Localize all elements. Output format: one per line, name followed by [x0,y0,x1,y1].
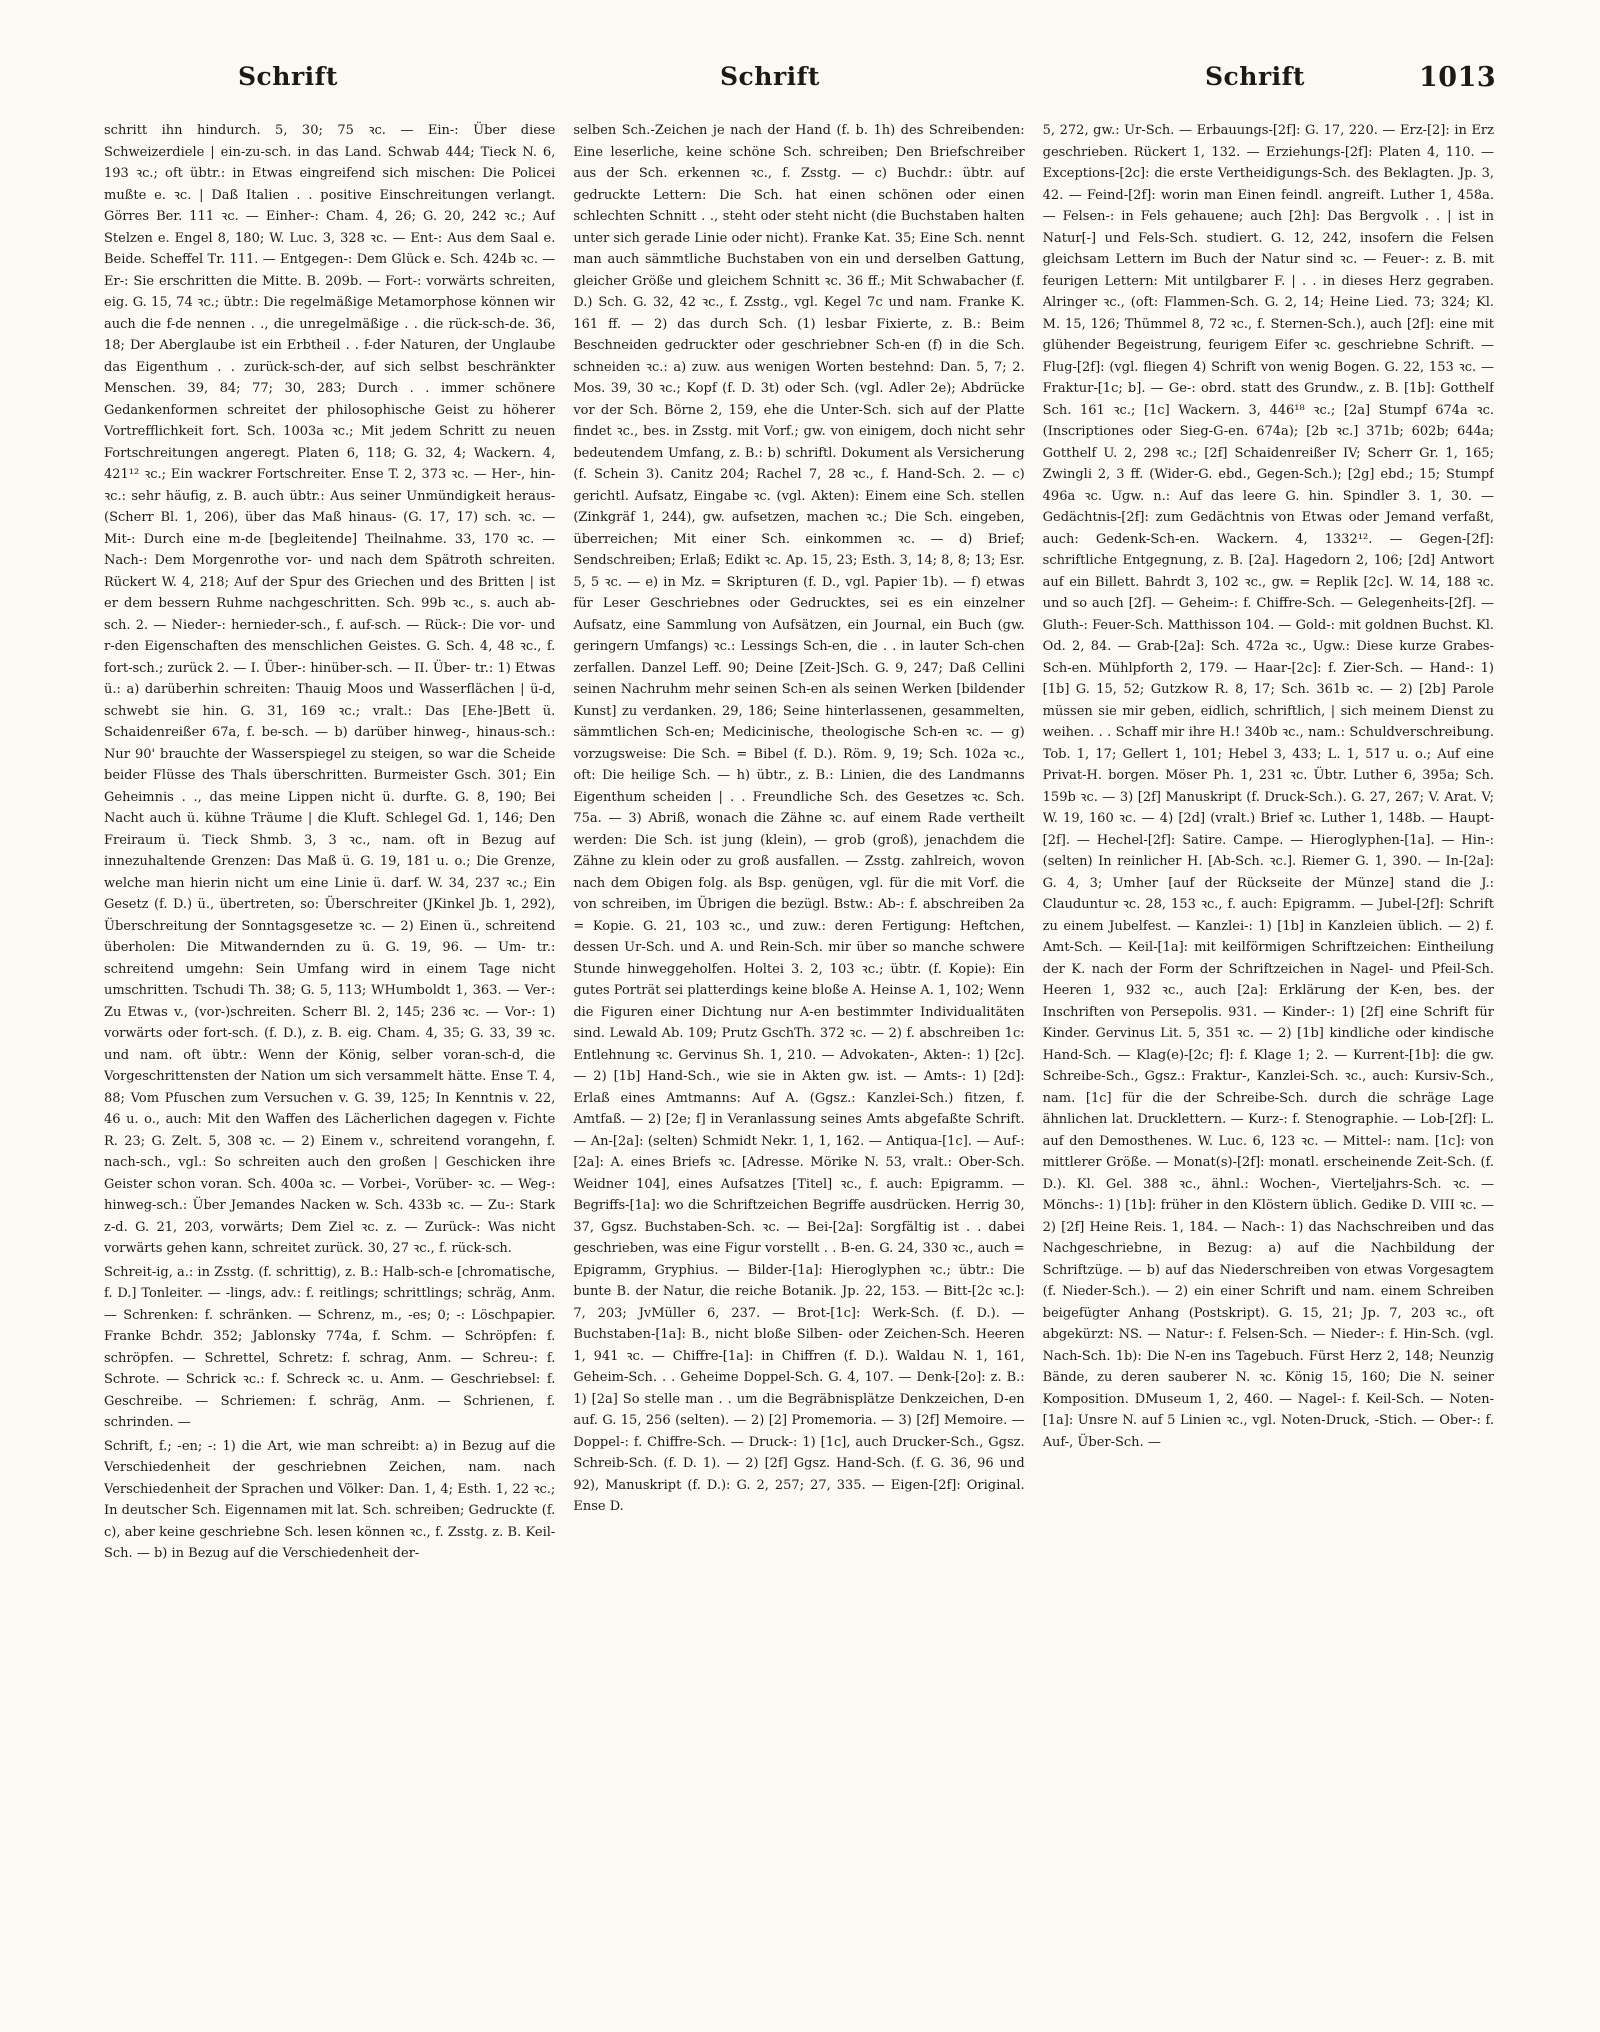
column-3 [1043,120,1494,2005]
entry-schrift: Schrift, f.; -en; -: 1) die Art, wie man schreibt: a) in Bezug auf die Verschiedenheit der geschriebnen Zeichen, nam. nach Verschiedenheit der Sprachen und Völker: Dan. 1, 4; Esth. 1, 22 ꝛc.; In deutscher Sch. Eigennamen mit lat. Sch. schreiben; Gedruckte (f. c), aber keine geschriebne Sch. lesen können ꝛc., f. Zsstg. z. B. Keil-Sch. — b) in Bezug auf die Verschiedenheit der- [104,1438,556,1561]
column-2 [573,120,1024,2005]
running-head-right: Schrift [1205,62,1305,91]
text-columns [104,120,1494,2005]
running-head-left: Schrift [238,62,338,91]
page-number: 1013 [1419,62,1497,93]
column-2-paragraph: selben Sch.-Zeichen je nach der Hand (f. b. 1h) des Schreibenden: Eine leserliche, keine schöne Sch. schreiben; Den Briefschreiber aus der Sch. erkennen ꝛc., f. Zsstg. — c) Buchdr.: übtr. auf gedruckte Lettern: Die Sch. hat einen schönen oder einen schlechten Schnitt . ., steht oder steht nicht (die Buchstaben halten unter sich gerade Linie oder nicht). Franke Kat. 35; Eine Sch. nennt man auch sämmtliche Buchstaben von ein und derselben Gattung, gleicher Größe und gleichem Schnitt ꝛc. 36 ff.; Mit Schwabacher (f. D.) Sch. G. 32, 42 ꝛc., f. Zsstg., vgl. Kegel 7c und nam. Franke K. 161 ff. — 2) das durch Sch. (1) lesbar Fixierte, z. B.: Beim Beschneiden gedruckter oder geschriebner Sch-en (f) in die Sch. schneiden ꝛc.: a) zuw. aus wenigen Worten bestehnd: Dan. 5, 7; 2. Mos. 39, 30 ꝛc.; Kopf (f. D. 3t) oder Sch. (vgl. Adler 2e); Abdrücke vor der Sch. Börne 2, 159, ehe die Unter-Sch. sich auf der Platte findet ꝛc., bes. in Zsstg. mit Vorf.; gw. von einigem, doch nicht sehr bedeutendem Umfang, z. B.: b) schriftl. Dokument als Versicherung (f. Schein 3). Canitz 204; Rachel 7, 28 ꝛc., f. Hand-Sch. 2. — c) gerichtl. Aufsatz, Eingabe ꝛc. (vgl. Akten): Einem eine Sch. stellen (Zinkgräf 1, 244), gw. aufsetzen, machen ꝛc.; Die Sch. eingeben, überreichen; Mit einer Sch. einkommen ꝛc. — d) Brief; Sendschreiben; Erlaß; Edikt ꝛc. Ap. 15, 23; Esth. 3, 14; 8, 8; 13; Esr. 5, 5 ꝛc. — e) in Mz. = Skripturen (f. D., vgl. Papier 1b). — f) etwas für Leser Geschriebnes oder Gedrucktes, sei es ein einzelner Aufsatz, eine Sammlung von Aufsätzen, ein Journal, ein Buch (gw. geringern Umfangs) ꝛc.: Lessings Sch-en, die . . in lauter Sch-chen zerfallen. Danzel Leff. 90; Deine [Zeit-]Sch. G. 9, 247; Daß Cellini seinen Nachruhm mehr seinen Sch-en als seinen Werken [bildender Kunst] zu verdanken. 29, 186; Seine hinterlassenen, gesammelten, sämmtlichen Sch-en; Medicinische, theologische Sch-en ꝛc. — g) vorzugsweise: Die Sch. = Bibel (f. D.). Röm. 9, 19; Sch. 102a ꝛc., oft: Die heilige Sch. — h) übtr., z. B.: Linien, die des Landmanns Eigenthum scheiden | . . Freundliche Sch. des Gesetzes ꝛc. Sch. 75a. — 3) Abriß, wonach die Zähne ꝛc. auf einem Rade vertheilt werden: Die Sch. ist jung (klein), — grob (groß), jenachdem die Zähne zu klein oder zu groß ausfallen. — Zsstg. zahlreich, wovon nach dem Obigen folg. als Bsp. genügen, vgl. für die mit Vorf. die von schreiben, im Übrigen die bezügl. Bstw.: Ab-: f. abschreiben 2a = Kopie. G. 21, 103 ꝛc., und zuw.: deren Fertigung: Heftchen, dessen Ur-Sch. und A. und Rein-Sch. mir über so manche schwere Stunde hinweggeholfen. Holtei 3. 2, 103 ꝛc.; übtr. (f. Kopie): Ein gutes Porträt sei platterdings keine bloße A. Heinse A. 1, 102; Wenn die Figuren einer Dichtung nur A-en bestimmter Individualitäten sind. Lewald Ab. 109; Prutz GschTh. 372 ꝛc. — 2) f. abschreiben 1c: Entlehnung ꝛc. Gervinus Sh. 1, 210. — Advokaten-, Akten-: 1) [2c]. — 2) [1b] Hand-Sch., wie sie in Akten gw. ist. — Amts-: 1) [2d]: Erlaß eines Amtmanns: Auf A. (Ggsz.: Kanzlei-Sch.) fitzen, f. Amtfaß. — 2) [2e; f] in Veranlassung seines Amts abgefaßte Schrift. — An-[2a]: (selten) Schmidt Nekr. 1, 1, 162. — Antiqua-[1c]. — Auf-: [2a]: A. eines Briefs ꝛc. [Adresse. Mörike N. 53, vralt.: Ober-Sch. Weidner 104], eines Aufsatzes [Titel] ꝛc., f. auch: Epigramm. — Begriffs-[1a]: wo die Schriftzeichen Begriffe ausdrücken. Herrig 30, 37, Ggsz. Buchstaben-Sch. ꝛc. — Bei-[2a]: Sorgfältig ist . . dabei geschrieben, was eine Figur vorstellt . . B-en. G. 24, 330 ꝛc., auch = Epigramm, Gryphius. — Bilder-[1a]: Hieroglyphen ꝛc.; übtr.: Die bunte B. der Natur, die reiche Botanik. Jp. 22, 153. — Bitt-[2c ꝛc.]: 7, 203; JvMüller 6, 237. — Brot-[1c]: Werk-Sch. (f. D.). — Buchstaben-[1a]: B., nicht bloße Silben- oder Zeichen-Sch. Heeren 1, 941 ꝛc. — Chiffre-[1a]: in Chiffren (f. D.). Waldau N. 1, 161, Geheim-Sch. . . Geheime Doppel-Sch. G. 4, 107. — Denk-[2o]: z. B.: 1) [2a] So stelle man . . um die Begräbnisplätze Denkzeichen, D-en auf. G. 15, 256 (selten). — 2) [2] Promemoria. — 3) [2f] Memoire. — Doppel-: f. Chiffre-Sch. — Druck-: 1) [1c], auch Drucker-Sch., Ggsz. Schreib-Sch. (f. D. 1). — 2) [2f] Ggsz. Hand-Sch. (f. G. 36, 96 und 92), Manuskript (f. D.): G. 2, 257; 27, 335. — Eigen-[2f]: Original. Ense D. [573,123,1025,1514]
column-1 [104,120,555,2005]
running-head-center: Schrift [720,62,820,91]
entry-schreitig: Schreit-ig, a.: in Zsstg. (f. schrittig), z. B.: Halb-sch-e [chromatische, f. D.] Tonleiter. — -lings, adv.: f. reitlings; schrittlings; schräg, Anm. — Schrenken: f. schränken. — Schrenz, m., -es; 0; -: Löschpapier. Franke Bchdr. 352; Jablonsky 774a, f. Schm. — Schröpfen: f. schröpfen. — Schrettel, Schretz: f. schrag, Anm. — Schreu-: f. Schrote. — Schrick ꝛc.: f. Schreck ꝛc. u. Anm. — Geschriebsel: f. Geschreibe. — Schriemen: f. schräg, Anm. — Schrienen, f. schrinden. — [104,1264,556,1430]
page-header [0,62,1600,102]
column-1-paragraph: schritt ihn hindurch. 5, 30; 75 ꝛc. — Ein-: Über diese Schweizerdiele | ein-zu-sch. in das Land. Schwab 444; Tieck N. 6, 193 ꝛc.; oft übtr.: in Etwas eingreifend sich mischen: Die Policei mußte e. ꝛc. | Daß Italien . . positive Einschreitungen verlangt. Görres Ber. 111 ꝛc. — Einher-: Cham. 4, 26; G. 20, 242 ꝛc.; Auf Stelzen e. Engel 8, 180; W. Luc. 3, 328 ꝛc. — Ent-: Aus dem Saal e. Beide. Scheffel Tr. 111. — Entgegen-: Dem Glück e. Sch. 424b ꝛc. — Er-: Sie erschritten die Mitte. B. 209b. — Fort-: vorwärts schreiten, eig. G. 15, 74 ꝛc.; übtr.: Die regelmäßige Metamorphose können wir auch die f-de nennen . ., die unregelmäßige . . die rück-sch-de. 36, 18; Der Aberglaube ist ein Erbtheil . . f-der Naturen, der Unglaube das Eigenthum . . zurück-sch-der, auf sich selbst beschränkter Menschen. 39, 84; 77; 30, 283; Durch . . immer schönere Gedankenformen schreitet der philosophische Geist zu höherer Vortrefflichkeit fort. Sch. 1003a ꝛc.; Mit jedem Schritt zu neuen Fortschreitungen angeregt. Platen 6, 118; G. 32, 4; Wackern. 4, 421¹² ꝛc.; Ein wackrer Fortschreiter. Ense T. 2, 373 ꝛc. — Her-, hin- ꝛc.: sehr häufig, z. B. auch übtr.: Aus seiner Unmündigkeit heraus- (Scherr Bl. 1, 206), über das Maß hinaus- (G. 17, 17) sch. ꝛc. — Mit-: Durch eine m-de [begleitende] Theilnahme. 33, 170 ꝛc. — Nach-: Dem Morgenrothe vor- und nach dem Spätroth schreiten. Rückert W. 4, 218; Auf der Spur des Griechen und des Britten | ist er dem bessern Ruhme nachgeschritten. Sch. 99b ꝛc., s. auch ab-sch. 2. — Nieder-: hernieder-sch., f. auf-sch. — Rück-: Die vor- und r-den Eigenschaften des menschlichen Geistes. G. Sch. 4, 48 ꝛc., f. fort-sch.; zurück 2. — I. Über-: hinüber-sch. — II. Über- tr.: 1) Etwas ü.: a) darüberhin schreiten: Thauig Moos und Wasserflächen | ü-d, schwebt sie hin. G. 31, 169 ꝛc.; vralt.: Das [Ehe-]Bett ü. Schaidenreißer 67a, f. be-sch. — b) darüber hinweg-, hinaus-sch.: Nur 90' brauchte der Wasserspiegel zu steigen, so war die Scheide beider Flüsse des Thals überschritten. Burmeister Gsch. 301; Ein Geheimnis . ., das meine Lippen nicht ü. durfte. G. 8, 190; Bei Nacht auch ü. kühne Träume | die Kluft. Schlegel Gd. 1, 146; Den Freiraum ü. Tieck Shmb. 3, 3 ꝛc., nam. oft in Bezug auf innezuhaltende Grenzen: Das Maß ü. G. 19, 181 u. o.; Die Grenze, welche man hierin nicht um eine Linie ü. darf. W. 34, 237 ꝛc.; Ein Gesetz (f. D.) ü., übertreten, so: Überschreiter (JKinkel Jb. 1, 292), Überschreitung der Sonntagsgesetze ꝛc. — 2) Einen ü., schreitend überholen: Die Mitwandernden zu ü. G. 19, 96. — Um- tr.: schreitend umgehn: Sein Umfang wird in einem Tage nicht umschritten. Tschudi Th. 38; G. 5, 113; WHumboldt 1, 363. — Ver-: Zu Etwas v., (vor-)schreiten. Scherr Bl. 2, 145; 236 ꝛc. — Vor-: 1) vorwärts oder fort-sch. (f. D.), z. B. eig. Cham. 4, 35; G. 33, 39 ꝛc. und nam. oft übtr.: Wenn der König, selber voran-sch-d, die Vorgeschrittensten der Nation um sich versammelt hätte. Ense T. 4, 88; Vom Pfuschen zum Versuchen v. G. 39, 125; In Kenntnis v. 22, 46 u. o., auch: Mit den Waffen des Lächerlichen dagegen v. Fichte R. 23; G. Zelt. 5, 308 ꝛc. — 2) Einem v., schreitend vorangehn, f. nach-sch., vgl.: So schreiten auch den großen | Geschicken ihre Geister schon voran. Sch. 400a ꝛc. — Vorbei-, Vorüber- ꝛc. — Weg-: hinweg-sch.: Über Jemandes Nacken w. Sch. 433b ꝛc. — Zu-: Stark z-d. G. 21, 203, vorwärts; Dem Ziel ꝛc. z. — Zurück-: Was nicht vorwärts gehen kann, schreitet zurück. 30, 27 ꝛc., f. rück-sch. [104,123,556,1256]
column-3-paragraph: 5, 272, gw.: Ur-Sch. — Erbauungs-[2f]: G. 17, 220. — Erz-[2]: in Erz geschrieben. Rückert 1, 132. — Erziehungs-[2f]: Platen 4, 110. — Exceptions-[2c]: die erste Vertheidigungs-Sch. des Beklagten. Jp. 3, 42. — Feind-[2f]: worin man Einen feindl. angreift. Luther 1, 458a. — Felsen-: in Fels gehauene; auch [2h]: Das Bergvolk . . | ist in Natur[-] und Fels-Sch. studiert. G. 12, 242, insofern die Felsen gleichsam Lettern im Buch der Natur sind ꝛc. — Feuer-: z. B. mit feurigen Lettern: Mit untilgbarer F. | . . in dieses Herz gegraben. Alringer ꝛc., (oft: Flammen-Sch. G. 2, 14; Heine Lied. 73; 324; Kl. M. 15, 126; Thümmel 8, 72 ꝛc., f. Sternen-Sch.), auch [2f]: eine mit glühender Begeistrung, feurigem Eifer ꝛc. geschriebne Schrift. — Flug-[2f]: (vgl. fliegen 4) Schrift von wenig Bogen. G. 22, 153 ꝛc. — Fraktur-[1c; b]. — Ge-: obrd. statt des Grundw., z. B. [1b]: Gotthelf Sch. 161 ꝛc.; [1c] Wackern. 3, 446¹⁸ ꝛc.; [2a] Stumpf 674a ꝛc. (Inscriptiones oder Sieg-G-en. 674a); [2b ꝛc.] 371b; 602b; 644a; Gotthelf U. 2, 298 ꝛc.; [2f] Schaidenreißer IV; Scherr Gr. 1, 165; Zwingli 2, 3 ff. (Wider-G. ebd., Gegen-Sch.); [2g] ebd.; 15; Stumpf 496a ꝛc. Ugw. n.: Auf das leere G. hin. Spindler 3. 1, 30. — Gedächtnis-[2f]: zum Gedächtnis von Etwas oder Jemand verfaßt, auch: Gedenk-Sch-en. Wackern. 4, 1332¹². — Gegen-[2f]: schriftliche Entgegnung, z. B. [2a]. Hagedorn 2, 106; [2d] Antwort auf ein Billett. Bahrdt 3, 102 ꝛc., gw. = Replik [2c]. W. 14, 188 ꝛc. und so auch [2f]. — Geheim-: f. Chiffre-Sch. — Gelegenheits-[2f]. — Gluth-: Feuer-Sch. Matthisson 104. — Gold-: mit goldnen Buchst. Kl. Od. 2, 84. — Grab-[2a]: Sch. 472a ꝛc., Ugw.: Diese kurze Grabes-Sch-en. Mühlpforth 2, 179. — Haar-[2c]: f. Zier-Sch. — Hand-: 1) [1b] G. 15, 52; Gutzkow R. 8, 17; Sch. 361b ꝛc. — 2) [2b] Parole müssen sie mir geben, eidlich, schriftlich, | sich meinem Dienst zu weihen. . . Schaff mir ihre H.! 340b ꝛc., nam.: Schuldverschreibung. Tob. 1, 17; Gellert 1, 101; Hebel 3, 433; L. 1, 517 u. o.; Auf eine Privat-H. borgen. Möser Ph. 1, 231 ꝛc. Übtr. Luther 6, 395a; Sch. 159b ꝛc. — 3) [2f] Manuskript (f. Druck-Sch.). G. 27, 267; V. Arat. V; W. 19, 160 ꝛc. — 4) [2d] (vralt.) Brief ꝛc. Luther 1, 148b. — Haupt-[2f]. — Hechel-[2f]: Satire. Campe. — Hieroglyphen-[1a]. — Hin-: (selten) In reinlicher H. [Ab-Sch. ꝛc.]. Riemer G. 1, 390. — In-[2a]: G. 4, 3; Umher [auf der Rückseite der Münze] stand die J.: Clauduntur ꝛc. 28, 153 ꝛc., f. auch: Epigramm. — Jubel-[2f]: Schrift zu einem Jubelfest. — Kanzlei-: 1) [1b] in Kanzleien üblich. — 2) f. Amt-Sch. — Keil-[1a]: mit keilförmigen Schriftzeichen: Eintheilung der K. nach der Form der Schriftzeichen in Nagel- und Pfeil-Sch. Heeren 1, 932 ꝛc., auch [2a]: Erklärung der K-en, bes. der Inschriften von Persepolis. 931. — Kinder-: 1) [2f] eine Schrift für Kinder. Gervinus Lit. 5, 351 ꝛc. — 2) [1b] kindliche oder kindische Hand-Sch. — Klag(e)-[2c; f]: f. Klage 1; 2. — Kurrent-[1b]: die gw. Schreibe-Sch., Ggsz.: Fraktur-, Kanzlei-Sch. ꝛc., auch: Kursiv-Sch., nam. [1c] für die der Schreibe-Sch. durch die schräge Lage ähnlichen lat. Drucklettern. — Kurz-: f. Stenographie. — Lob-[2f]: L. auf den Demosthenes. W. Luc. 6, 123 ꝛc. — Mittel-: nam. [1c]: von mittlerer Größe. — Monat(s)-[2f]: monatl. erscheinende Zeit-Sch. (f. D.). Kl. Gel. 388 ꝛc., ähnl.: Wochen-, Vierteljahrs-Sch. ꝛc. — Mönchs-: 1) [1b]: früher in den Klöstern üblich. Gedike D. VIII ꝛc. — 2) [2f] Heine Reis. 1, 184. — Nach-: 1) das Nachschreiben und das Nachgeschriebne, in Bezug: a) auf die Nachbildung der Schriftzüge. — b) auf das Niederschreiben von etwas Vorgesagtem (f. Nieder-Sch.). — 2) ein einer Schrift und nam. einem Schreiben beigefügter Anhang (Postskript). G. 15, 21; Jp. 7, 203 ꝛc., oft abgekürzt: NS. — Natur-: f. Felsen-Sch. — Nieder-: f. Hin-Sch. (vgl. Nach-Sch. 1b): Die N-en ins Tagebuch. Fürst Herz 2, 148; Neunzig Bände, zu deren sauberer N. ꝛc. König 15, 160; Die N. seiner Komposition. DMuseum 1, 2, 460. — Nagel-: f. Keil-Sch. — Noten-[1a]: Unsre N. auf 5 Linien ꝛc., vgl. Noten-Druck, -Stich. — Ober-: f. Auf-, Über-Sch. — [1042,123,1494,1450]
